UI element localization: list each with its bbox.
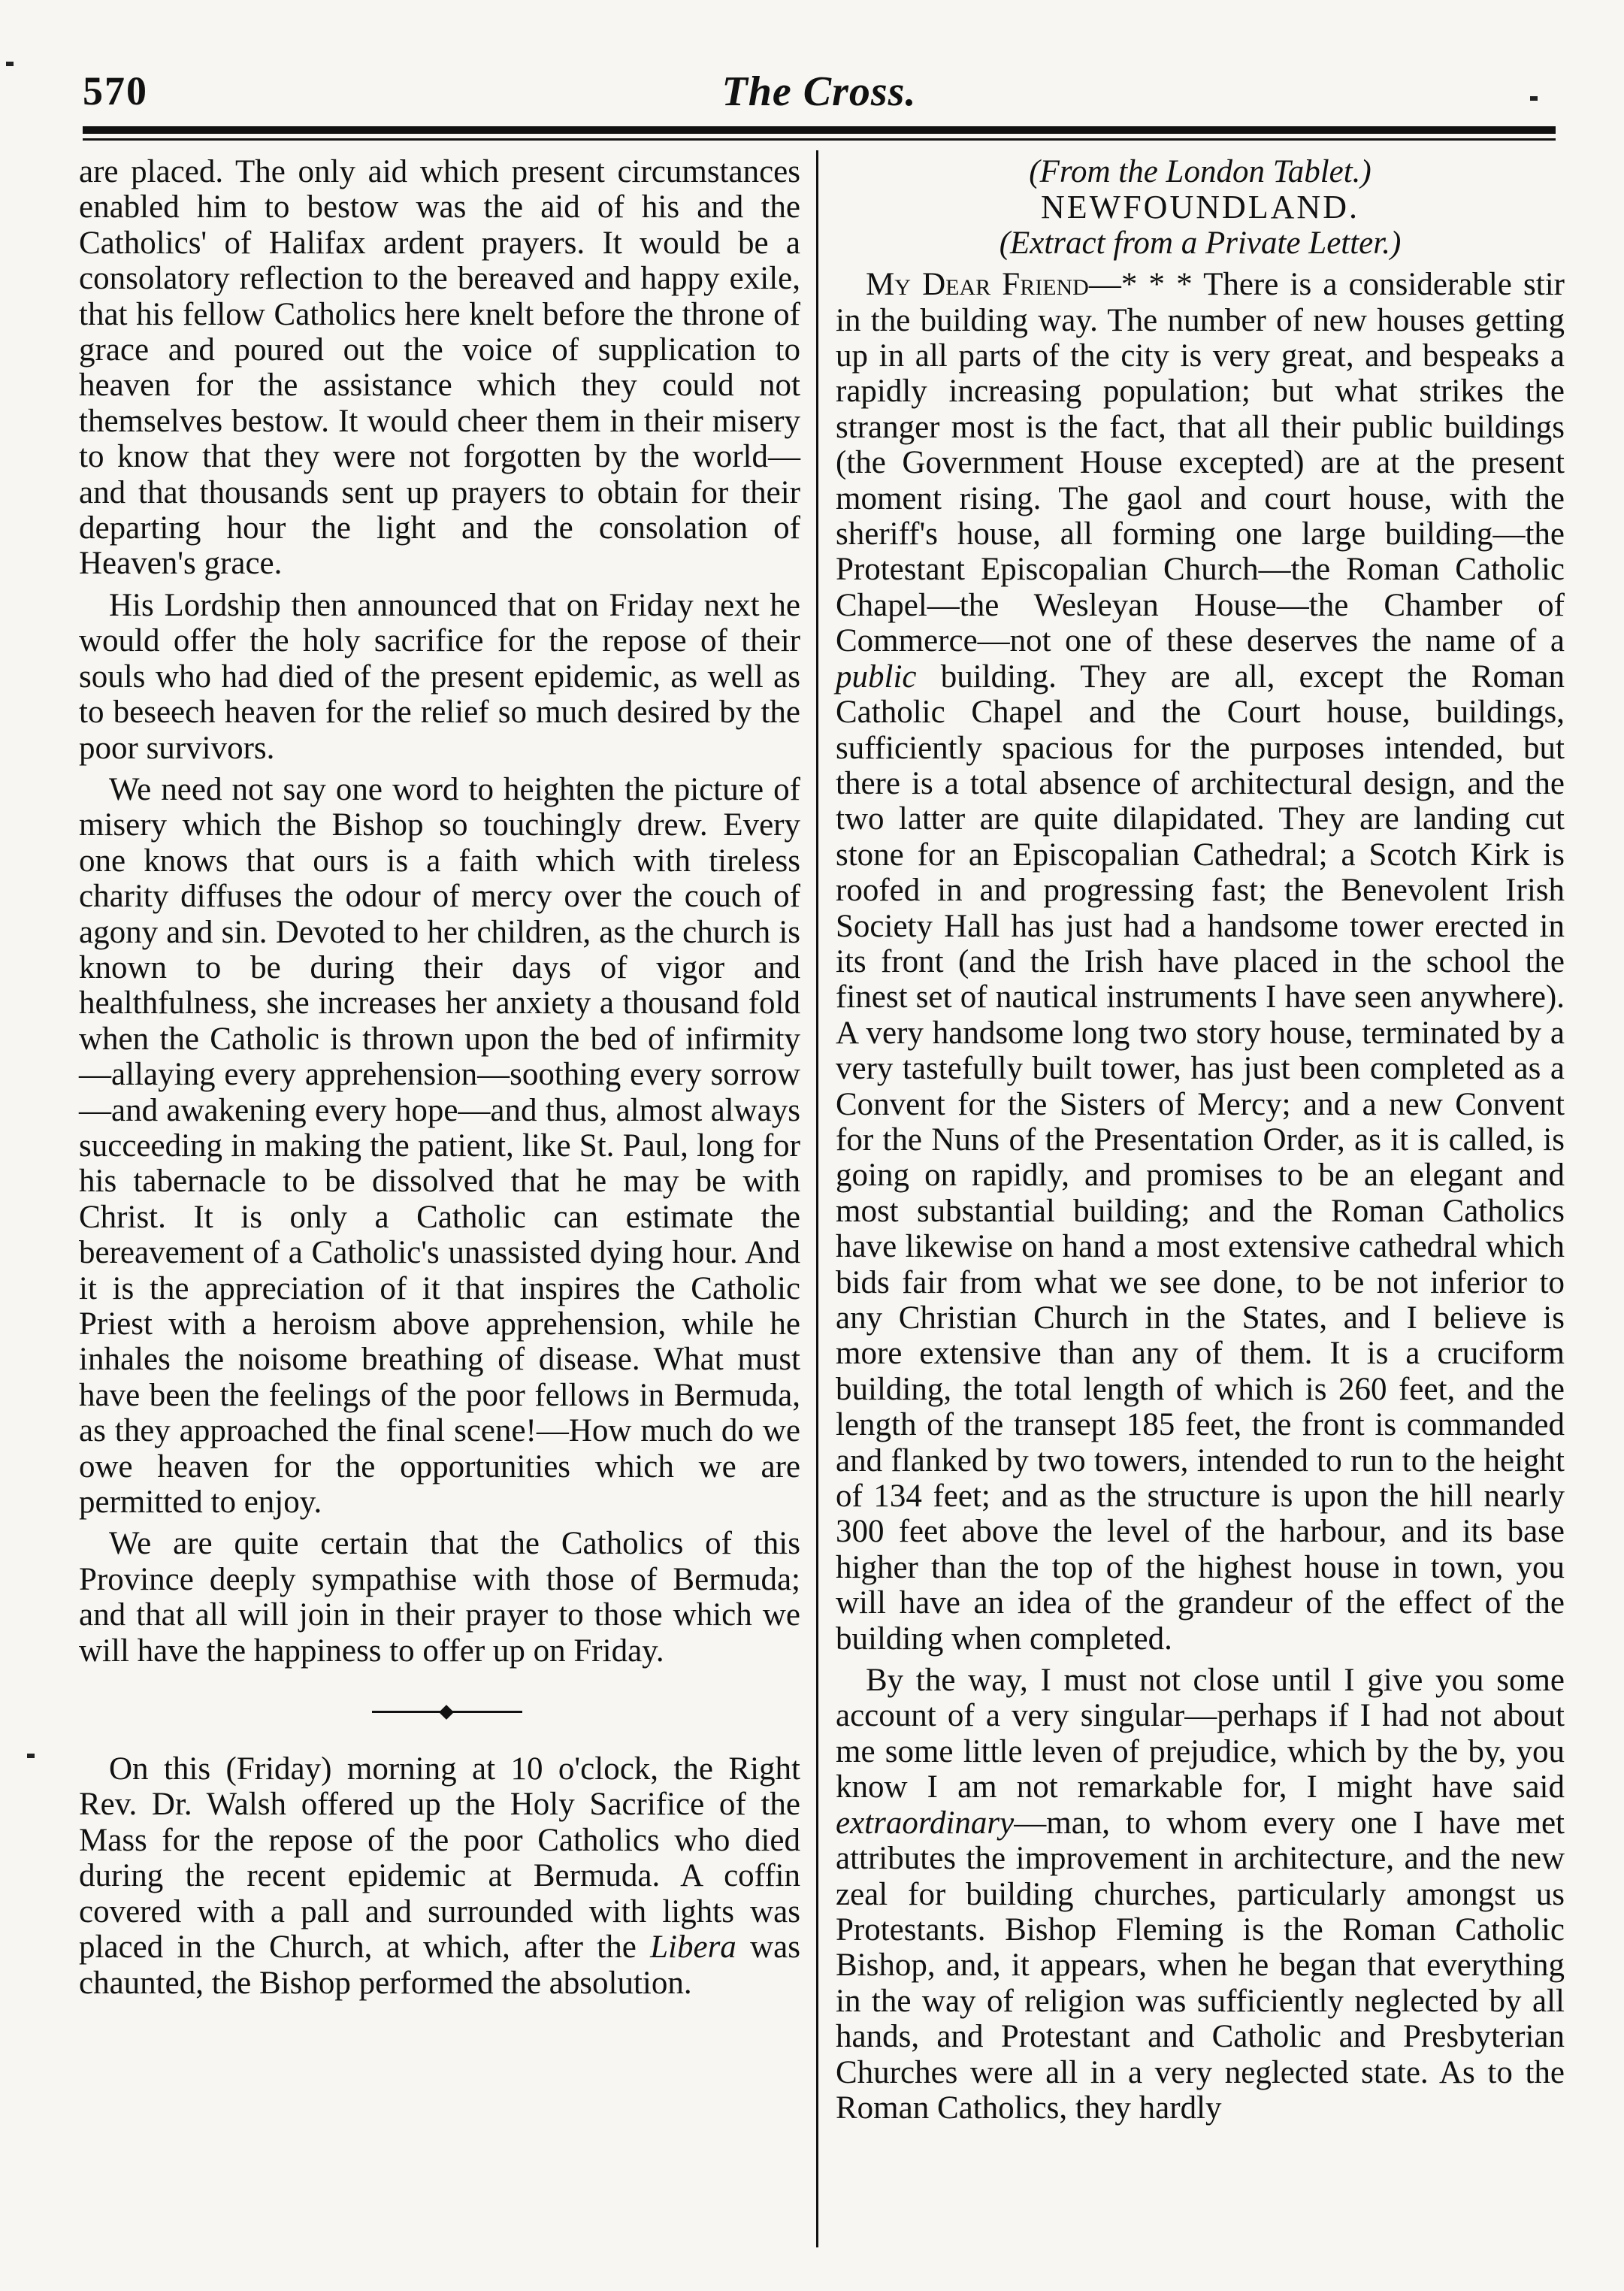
right-paragraph-2 [836, 1663, 1565, 2126]
left-paragraph-1: are placed. The only aid which present circumstances enabled him to bestow was the aid of his and the Catholics' of Halifax ardent prayers. It would be a consolatory reflection to the bereaved and happy exile, that his fellow Catholics here knelt before the throne of grace and poured out the voice of supplication to heaven for the assistance which they could not themselves bestow. It would cheer them in their misery to know that they were not forgotten by the world—and that thousands sent up prayers to obtain for their departing hour the light and the consolation of Heaven's grace. [79, 154, 800, 582]
source-line: (From the London Tablet.) [1029, 154, 1371, 189]
header-rule-thick [83, 126, 1556, 134]
right-paragraph-2-text-b: —man, to whom every one I have met attributes the improvement in architecture, and the new zeal for building churches, particularly amongst us Protestants. Bishop Fleming is the Roman Catholic Bishop, and, it appears, when he began that everything in the way of religion was sufficiently neglected by all hands, and Protestant and Catholic and Presbyterian Churches were all in a very neglected state. As to the Roman Catholics, they hardly [836, 1805, 1565, 2126]
mass-notice-italic: Libera [650, 1929, 736, 1966]
margin-speck [6, 62, 14, 66]
margin-speck [27, 1754, 35, 1758]
section-separator [79, 1669, 800, 1751]
right-paragraph-2-text-a: By the way, I must not close until I give you some account of a very singular—perhaps if I had not about me some little leven of prejudice, which by the by, you know I am not remarkable for, I might have said [836, 1663, 1565, 1805]
left-paragraph-2: His Lordship then announced that on Friday next he would offer the holy sacrifice for the repose of their souls who had died of the present epidemic, as well as to beseech heaven for the relief so much desired by the poor survivors. [79, 587, 800, 766]
right-paragraph-1-italic: public [836, 658, 917, 695]
mass-notice-text-b: was chaunted, the Bishop performed the absolution. [79, 1929, 800, 2001]
right-paragraph-1-text-b: building. They are all, except the Roman Catholic Chapel and the Court house, buildings, sufficiently spacious for the purposes intended, but there is a total absence of architectural design, and the two latter are quite dilapidated. They are landing cut stone for an Episcopalian Cathedral; a Scotch Kirk is roofed in and progressing fast; the Benevolent Irish Society Hall has just had a handsome tower erected in its front (and the Irish have placed in the school the finest set of nautical instruments I have seen anywhere). A very handsome long two story house, terminated by a very tastefully built tower, has just been completed as a Convent for the Sisters of Mercy; and a new Convent for the Nuns of the Presentation Order, as it is called, is going on rapidly, and promises to be an elegant and most substantial building; and the Roman Catholics have likewise on hand a most extensive cathedral which bids fair from what we see done, to be not inferior to any Christian Church in the States, and I believe is more extensive than any of them. It is a cruciform building, the total length of which is 260 feet, and the length of the transept 185 feet, the front is commanded and flanked by two towers, intended to run to the height of 134 feet; and as the structure is upon the hill nearly 300 feet above the level of the harbour, and its base higher than the top of the highest house in town, you will have an idea of the grandeur of the effect of the building when completed. [836, 658, 1565, 1657]
article-heading: NEWFOUNDLAND. [1041, 189, 1359, 226]
salutation: My Dear Friend [866, 267, 1089, 303]
left-paragraph-4: We are quite certain that the Catholics of this Province deeply sympathise with those of Bermuda; and that all will join in their prayer to those which we will have the happiness to offer up on Friday. [79, 1526, 800, 1669]
page-number: 570 [83, 68, 148, 113]
right-paragraph-2-italic: extraordinary [836, 1805, 1015, 1841]
right-paragraph-1 [836, 267, 1565, 1657]
left-paragraph-mass-notice [79, 1751, 800, 2001]
article-subheading: (Extract from a Private Letter.) [999, 225, 1402, 261]
page-header [83, 68, 1556, 120]
column-divider [816, 150, 818, 2247]
separator-ornament [439, 1705, 454, 1720]
margin-speck [1530, 96, 1538, 101]
right-column [836, 154, 1565, 2126]
left-paragraph-3: We need not say one word to heighten the picture of misery which the Bishop so touchingly drew. Every one knows that ours is a faith which with tireless charity diffuses the odour of mercy over the couch of agony and sin. Devoted to her children, as the church is known to be during their days of vigor and healthfulness, she increases her anxiety a thousand fold when the Catholic is thrown upon the bed of infirmity—allaying every apprehension—soothing every sorrow—and awakening every hope—and thus, almost always succeeding in making the patient, like St. Paul, long for his tabernacle to be dissolved that he may be with Christ. It is only a Catholic can estimate the bereavement of a Catholic's unassisted dying hour. And it is the appreciation of it that inspires the Catholic Priest with a heroism above apprehension, while he inhales the noisome breathing of disease. What must have been the feelings of the poor fellows in Bermuda, as they approached the final scene!—How much do we owe heaven for the opportunities which we are permitted to enjoy. [79, 771, 800, 1521]
running-title: The Cross. [721, 68, 917, 115]
left-column [79, 154, 800, 2001]
header-rule-thin [83, 138, 1556, 141]
right-paragraph-1-text-a: —* * * There is a considerable stir in the building way. The number of new houses getting up in all parts of the city is very great, and bespeaks a rapidly increasing population; but what strikes the stranger most is the fact, that all their public buildings (the Government House excepted) are at the present moment rising. The gaol and court house, with the sheriff's house, all forming one large building—the Protestant Episcopalian Church—the Roman Catholic Chapel—the Wesleyan House—the Chamber of Commerce—not one of these deserves the name of a [836, 267, 1565, 659]
mass-notice-text-a: On this (Friday) morning at 10 o'clock, the Right Rev. Dr. Walsh offered up the Holy Sacrifice of the Mass for the repose of the poor Catholics who died during the recent epidemic at Bermuda. A coffin covered with a pall and surrounded with lights was placed in the Church, at which, after the [79, 1751, 800, 1966]
